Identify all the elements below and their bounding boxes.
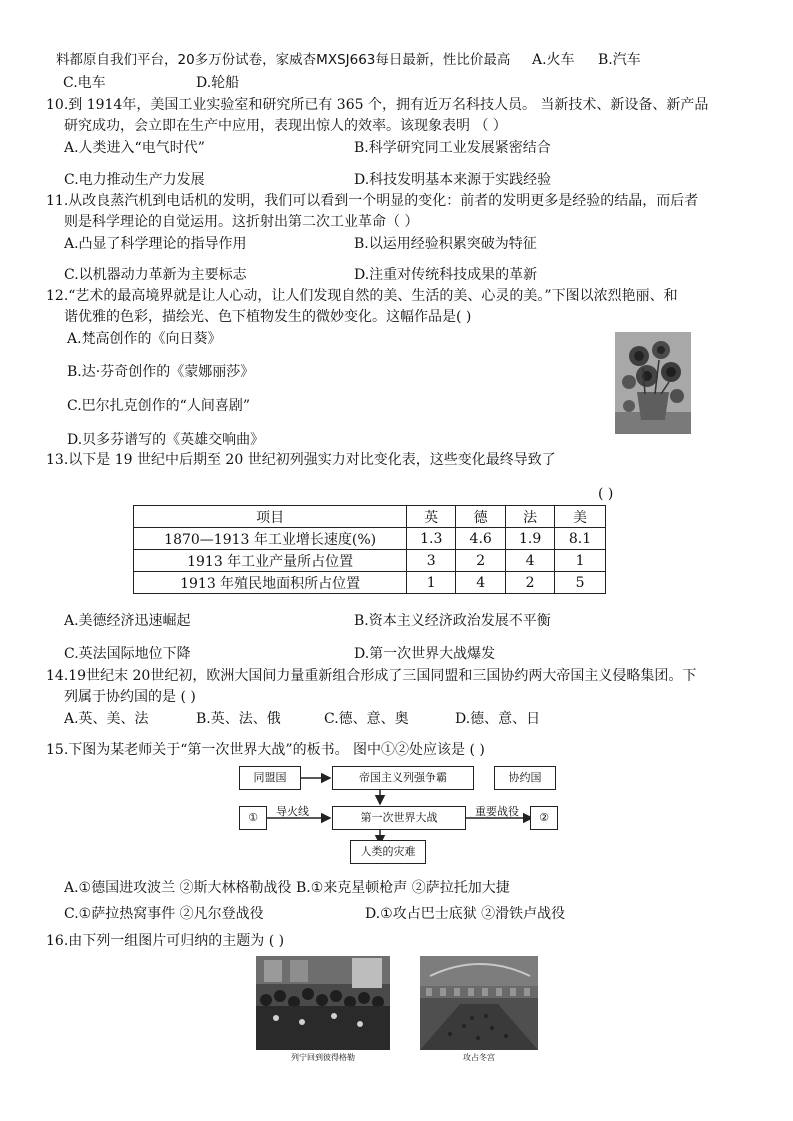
key-battles-label: 重要战役 (475, 805, 519, 818)
q11-option-c: C.以机器动力革新为主要标志 (64, 267, 247, 283)
table-cell: 4 (456, 572, 506, 594)
q9-option-b: B.汽车 (598, 52, 641, 68)
table-cell: 1.3 (407, 528, 456, 550)
fuse-label: 导火线 (276, 805, 309, 818)
table-cell: 1 (407, 572, 456, 594)
table-row (134, 572, 606, 594)
table-cell: 1913 年殖民地面积所占位置 (134, 572, 407, 594)
ww1-box: 第一次世界大战 (332, 806, 466, 830)
q11-option-d: D.注重对传统科技成果的革新 (354, 267, 538, 283)
central-powers-box: 同盟国 (239, 766, 301, 790)
table-cell: 3 (407, 550, 456, 572)
q11-stem-line-2: 则是科学理论的自觉运用。这折射出第二次工业革命（ ） (64, 214, 419, 230)
table-cell: 5 (555, 572, 606, 594)
sunflowers-painting (615, 332, 691, 434)
q11-stem-line-1: 11.从改良蒸汽机到电话机的发明，我们可以看到一个明显的变化：前者的发明更多是经验的结晶，而后者 (46, 193, 699, 209)
q15-option-d: D.①攻占巴士底狱 ②滑铁卢战役 (365, 906, 566, 922)
power-comparison-table (133, 505, 606, 594)
q10-option-c: C.电力推动生产力发展 (64, 172, 205, 188)
q10-option-a: A.人类进入“电气时代” (64, 140, 205, 156)
q13-stem: 13.以下是 19 世纪中后期至 20 世纪初列强实力对比变化表，这些变化最终导致了 (46, 452, 556, 468)
entente-box: 协约国 (494, 766, 556, 790)
table-cell: 4 (506, 550, 555, 572)
table-cell: 2 (506, 572, 555, 594)
header-line: 料都原自我们平台，20多万份试卷，家威杏MXSJ663每日最新，性比价最高 (56, 52, 511, 68)
lenin-return-photo-drawing (256, 956, 390, 1050)
table-cell: 4.6 (456, 528, 506, 550)
q14-option-b: B.英、法、俄 (196, 711, 281, 727)
q15-stem: 15.下图为某老师关于“第一次世界大战”的板书。 图中①②处应该是 ( ) (46, 742, 485, 758)
table-row (134, 550, 606, 572)
q12-option-d: D.贝多芬谱写的《英雄交响曲》 (67, 432, 265, 448)
sunflowers-painting-drawing (615, 332, 691, 434)
q10-option-b: B.科学研究同工业发展紧密结合 (354, 140, 551, 156)
q13-answer-paren: ( ) (598, 486, 614, 502)
table-cell: 1913 年工业产量所占位置 (134, 550, 407, 572)
q15-options-ab: A.①德国进攻波兰 ②斯大林格勒战役 B.①来克星顿枪声 ②萨拉托加大捷 (64, 880, 510, 896)
q11-option-a: A.凸显了科学理论的指导作用 (64, 236, 247, 252)
table-header-cell: 美 (555, 506, 606, 528)
winter-palace-photo-drawing (420, 956, 538, 1050)
q14-option-d: D.德、意、日 (455, 711, 541, 727)
q10-option-d: D.科技发明基本来源于实践经验 (354, 172, 552, 188)
blank-2-box: ② (530, 806, 558, 830)
table-header-cell: 英 (407, 506, 456, 528)
blank-1-box: ① (239, 806, 267, 830)
q10-stem-line-1: 10.到 1914年，美国工业实验室和研究所已有 365 个，拥有近万名科技人员。 当新技术、新设备、新产品 (46, 97, 709, 113)
q14-stem-line-1: 14.19世纪末 20世纪初，欧洲大国间力量重新组合形成了三国同盟和三国协约两大帝国主义侵略集团。下 (46, 668, 697, 684)
q9-option-a: A.火车 (532, 52, 575, 68)
table-row (134, 528, 606, 550)
q9-option-c: C.电车 (63, 75, 106, 91)
human-disaster-box: 人类的灾难 (350, 840, 426, 864)
table-cell: 8.1 (555, 528, 606, 550)
q10-stem-line-2: 研究成功，会立即在生产中应用，表现出惊人的效率。该现象表明 （ ） (64, 118, 507, 134)
q12-option-a: A.梵高创作的《向日葵》 (67, 331, 222, 347)
table-header-row (134, 506, 606, 528)
q13-option-c: C.英法国际地位下降 (64, 646, 191, 662)
q15-option-c: C.①萨拉热窝事件 ②凡尔登战役 (64, 906, 264, 922)
q9-option-d: D.轮船 (196, 75, 240, 91)
lenin-return-caption: 列宁回到彼得格勒 (291, 1053, 355, 1062)
table-header-cell: 法 (506, 506, 555, 528)
q13-option-a: A.美德经济迅速崛起 (64, 613, 191, 629)
q12-option-c: C.巴尔扎克创作的“人间喜剧” (67, 398, 250, 414)
table-cell: 1.9 (506, 528, 555, 550)
q14-option-c: C.德、意、奥 (324, 711, 409, 727)
table-cell: 1 (555, 550, 606, 572)
table-cell: 1870—1913 年工业增长速度(%) (134, 528, 407, 550)
table-header-cell: 德 (456, 506, 506, 528)
q14-stem-line-2: 列属于协约国的是 ( ) (64, 689, 196, 705)
imperialist-rivalry-box: 帝国主义列强争霸 (332, 766, 474, 790)
table-header-cell: 项目 (134, 506, 407, 528)
q12-stem-line-1: 12.“艺术的最高境界就是让人心动，让人们发现自然的美、生活的美、心灵的美。”下图以浓烈艳丽、和 (46, 288, 678, 304)
q16-stem: 16.由下列一组图片可归纳的主题为 ( ) (46, 933, 285, 949)
q12-option-b: B.达·芬奇创作的《蒙娜丽莎》 (67, 364, 255, 380)
q14-option-a: A.英、美、法 (64, 711, 149, 727)
lenin-return-photo (256, 956, 390, 1050)
q11-option-b: B.以运用经验积累突破为特征 (354, 236, 537, 252)
q13-option-d: D.第一次世界大战爆发 (354, 646, 496, 662)
q12-stem-line-2: 谐优雅的色彩，描绘光、色下植物发生的微妙变化。这幅作品是( ) (64, 309, 472, 325)
q13-option-b: B.资本主义经济政治发展不平衡 (354, 613, 551, 629)
table-cell: 2 (456, 550, 506, 572)
winter-palace-caption: 攻占冬宫 (463, 1053, 495, 1062)
winter-palace-photo (420, 956, 538, 1050)
